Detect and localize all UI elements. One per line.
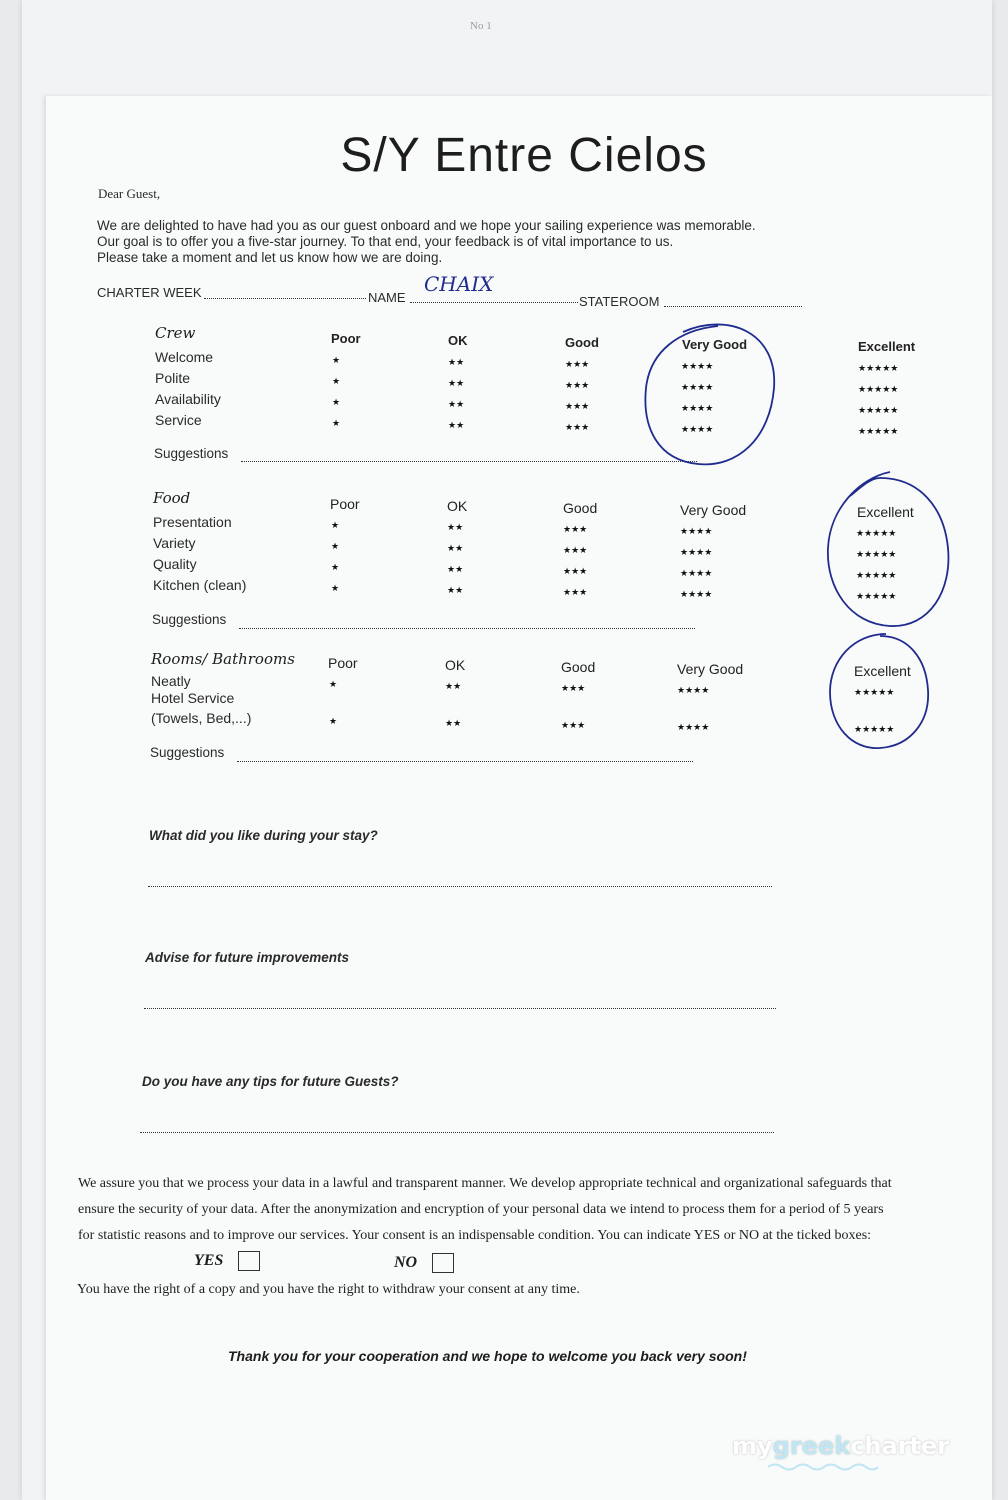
yes-label: YES	[194, 1252, 224, 1270]
col-head-excellent: Excellent	[858, 339, 916, 354]
col-head-very-good: Very Good	[680, 502, 747, 518]
rating-good[interactable]: ★★★	[565, 359, 590, 369]
intro-line-2: Our goal is to offer you a five-star journey. To that end, your feedback is of vital importance to us.	[97, 234, 674, 249]
stateroom-field[interactable]	[664, 306, 802, 307]
rating-ok[interactable]: ★★	[447, 543, 464, 553]
rating-ok[interactable]: ★★	[447, 522, 464, 532]
yes-checkbox[interactable]	[238, 1251, 260, 1271]
col-head-good: Good	[565, 335, 599, 350]
suggestions-label-crew: Suggestions	[154, 446, 229, 461]
suggestions-field-crew[interactable]	[241, 461, 697, 462]
rating-excellent[interactable]: ★★★★★	[856, 570, 897, 580]
handwritten-circle-food-excellent	[820, 468, 956, 630]
row-label-variety: Variety	[153, 535, 196, 551]
rating-ok[interactable]: ★★	[448, 399, 465, 409]
charter-week-label: CHARTER WEEK	[97, 285, 202, 300]
rating-poor[interactable]: ★	[332, 376, 341, 386]
stateroom-label: STATEROOM	[579, 294, 660, 309]
rating-very-good[interactable]: ★★★★	[681, 403, 714, 413]
rating-very-good[interactable]: ★★★★	[681, 424, 714, 434]
row-label-quality: Quality	[153, 556, 197, 572]
rating-good[interactable]: ★★★	[561, 720, 586, 730]
rating-good[interactable]: ★★★	[563, 524, 588, 534]
rating-very-good[interactable]: ★★★★	[677, 722, 710, 732]
rating-very-good[interactable]: ★★★★	[681, 361, 714, 371]
rating-poor[interactable]: ★	[331, 562, 340, 572]
rating-ok[interactable]: ★★	[447, 564, 464, 574]
rating-ok[interactable]: ★★	[448, 378, 465, 388]
watermark-logo	[732, 1432, 949, 1460]
question-tips: Do you have any tips for future Guests?	[142, 1074, 399, 1089]
rating-good[interactable]: ★★★	[565, 422, 590, 432]
rating-excellent[interactable]: ★★★★★	[858, 363, 899, 373]
col-head-excellent: Excellent	[857, 504, 914, 520]
rating-good[interactable]: ★★★	[565, 401, 590, 411]
legal-line-2: ensure the security of your data. After the anonymization and encryption of your personal data we intend to process them for a period of 5 years	[78, 1202, 884, 1217]
section-title-crew: Crew	[155, 324, 196, 342]
withdraw-consent-line: You have the right of a copy and you have the right to withdraw your consent at any time.	[77, 1282, 580, 1297]
rating-very-good[interactable]: ★★★★	[680, 526, 713, 536]
rating-good[interactable]: ★★★	[563, 566, 588, 576]
rating-excellent[interactable]: ★★★★★	[858, 426, 899, 436]
rating-excellent[interactable]: ★★★★★	[858, 384, 899, 394]
rating-poor[interactable]: ★	[332, 355, 341, 365]
consent-no-option[interactable]	[394, 1253, 454, 1273]
col-head-poor: Poor	[331, 331, 361, 346]
rating-poor[interactable]: ★	[331, 541, 340, 551]
rating-very-good[interactable]: ★★★★	[680, 547, 713, 557]
col-head-very-good: Very Good	[682, 337, 748, 352]
thank-you-message: Thank you for your cooperation and we hope to welcome you back very soon!	[228, 1348, 747, 1364]
rating-ok[interactable]: ★★	[445, 718, 462, 728]
rating-very-good[interactable]: ★★★★	[680, 589, 713, 599]
answer-field-liked-stay[interactable]	[148, 886, 772, 887]
suggestions-field-rooms[interactable]	[237, 761, 693, 762]
rating-poor[interactable]: ★	[329, 679, 338, 689]
rating-excellent[interactable]: ★★★★★	[856, 528, 897, 538]
greeting: Dear Guest,	[98, 186, 161, 201]
legal-line-3: for statistic reasons and to improve our services. Your consent is an indispensable condition. You can indicate YES or NO at the ticked boxes:	[78, 1228, 872, 1243]
section-title-food: Food	[153, 489, 191, 507]
rating-ok[interactable]: ★★	[448, 357, 465, 367]
col-head-ok: OK	[448, 333, 468, 348]
col-head-good: Good	[563, 500, 598, 516]
rating-excellent[interactable]: ★★★★★	[858, 405, 899, 415]
answer-field-tips[interactable]	[140, 1132, 774, 1133]
row-label-neatly: Neatly	[151, 673, 191, 689]
intro-line-3: Please take a moment and let us know how we are doing.	[97, 250, 443, 265]
handwritten-circle-crew	[638, 318, 780, 470]
rating-excellent[interactable]: ★★★★★	[854, 724, 895, 734]
col-head-ok: OK	[445, 657, 466, 673]
watermark-part-2: greek	[772, 1432, 851, 1460]
suggestions-field-food[interactable]	[239, 628, 695, 629]
handwritten-circle-rooms-excellent	[824, 630, 934, 752]
consent-yes-option[interactable]	[194, 1251, 260, 1271]
page-title: S/Y Entre Cielos	[340, 129, 708, 182]
section-title-rooms: Rooms/ Bathrooms	[151, 650, 295, 668]
charter-week-field[interactable]	[204, 298, 366, 299]
rating-ok[interactable]: ★★	[448, 420, 465, 430]
rating-poor[interactable]: ★	[332, 418, 341, 428]
watermark-part-1: my	[732, 1432, 773, 1460]
rating-poor[interactable]: ★	[332, 397, 341, 407]
name-field[interactable]	[410, 302, 578, 303]
col-head-excellent: Excellent	[854, 663, 911, 679]
rating-good[interactable]: ★★★	[561, 683, 586, 693]
page-top-note: Νο 1	[470, 20, 492, 32]
rating-poor[interactable]: ★	[331, 583, 340, 593]
row-label-welcome: Welcome	[155, 349, 214, 365]
legal-line-1: We assure you that we process your data in a lawful and transparent manner. We develop appropriate technical and organizational safeguards that	[78, 1176, 892, 1191]
wave-icon	[768, 1462, 878, 1472]
name-label: NAME	[368, 290, 406, 305]
rating-ok[interactable]: ★★	[445, 681, 462, 691]
watermark-part-3: charter	[850, 1432, 950, 1460]
row-label-polite: Polite	[155, 370, 191, 386]
row-label-kitchen: Kitchen (clean)	[153, 577, 247, 593]
rating-good[interactable]: ★★★	[565, 380, 590, 390]
suggestions-label-food: Suggestions	[152, 612, 227, 627]
col-head-poor: Poor	[330, 496, 360, 512]
rating-very-good[interactable]: ★★★★	[680, 568, 713, 578]
question-liked-stay: What did you like during your stay?	[149, 828, 378, 843]
col-head-very-good: Very Good	[677, 661, 744, 677]
question-improvements: Advise for future improvements	[145, 950, 350, 965]
rating-ok[interactable]: ★★	[447, 585, 464, 595]
no-label: NO	[394, 1254, 418, 1272]
rating-good[interactable]: ★★★	[563, 587, 588, 597]
name-handwritten-value: CHAIX	[424, 272, 494, 296]
suggestions-label-rooms: Suggestions	[150, 745, 225, 760]
intro-line-1: We are delighted to have had you as our guest onboard and we hope your sailing experience was memorable.	[97, 218, 756, 233]
row-label-towels-bed: (Towels, Bed,...)	[151, 710, 252, 726]
rating-very-good[interactable]: ★★★★	[677, 685, 710, 695]
rating-good[interactable]: ★★★	[563, 545, 588, 555]
col-head-ok: OK	[447, 498, 468, 514]
rating-excellent[interactable]: ★★★★★	[854, 687, 895, 697]
row-label-service: Service	[155, 412, 202, 428]
row-label-presentation: Presentation	[153, 514, 232, 530]
rating-excellent[interactable]: ★★★★★	[856, 591, 897, 601]
rating-poor[interactable]: ★	[329, 716, 338, 726]
col-head-poor: Poor	[328, 655, 358, 671]
no-checkbox[interactable]	[432, 1253, 454, 1273]
rating-excellent[interactable]: ★★★★★	[856, 549, 897, 559]
rating-poor[interactable]: ★	[331, 520, 340, 530]
answer-field-improvements[interactable]	[144, 1008, 776, 1009]
row-label-hotel-service: Hotel Service	[151, 690, 235, 706]
col-head-good: Good	[561, 659, 596, 675]
row-label-availability: Availability	[155, 391, 221, 407]
rating-very-good[interactable]: ★★★★	[681, 382, 714, 392]
